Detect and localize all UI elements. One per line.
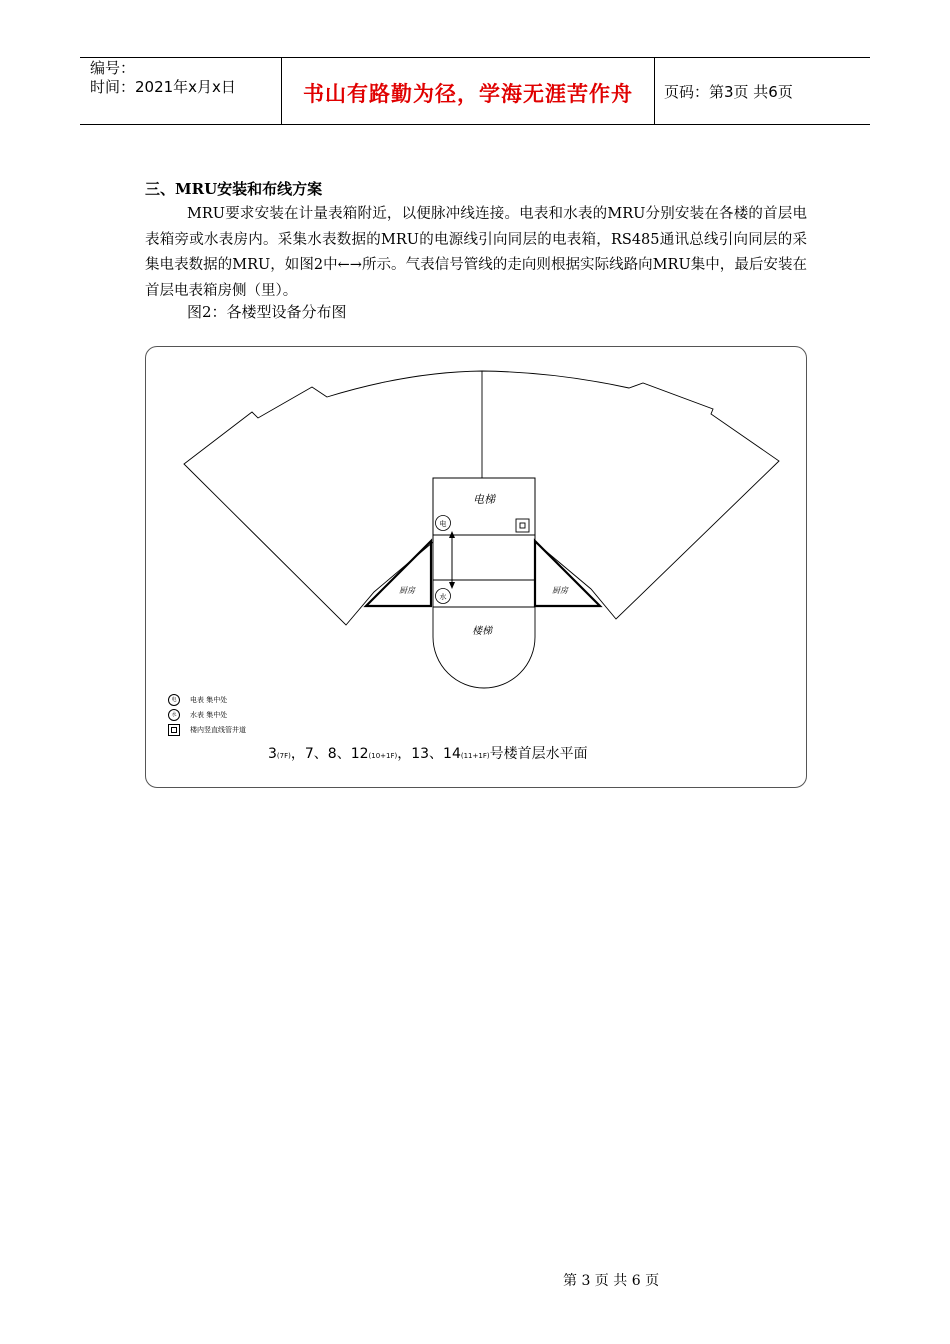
legend-item-riser bbox=[168, 722, 246, 737]
legend-item-water bbox=[168, 707, 246, 722]
water-meter-symbol: 水 bbox=[439, 593, 447, 601]
plan-legend bbox=[168, 692, 246, 737]
legend-riser-icon bbox=[168, 724, 180, 736]
caption-part-6: (11+1F) bbox=[460, 752, 490, 760]
riser-box-icon bbox=[516, 519, 529, 532]
section-title: 三、MRU安装和布线方案 bbox=[145, 180, 323, 198]
core-outline bbox=[433, 478, 535, 688]
riser-box-inner bbox=[520, 523, 525, 528]
caption-part-2: (7F) bbox=[276, 752, 291, 760]
caption-part-5: ，13、14 bbox=[397, 746, 461, 762]
plan-caption bbox=[268, 743, 588, 763]
legend-riser-text: 楼内竖直线管井道 bbox=[190, 725, 246, 734]
serial-label: 编号： bbox=[90, 59, 136, 77]
legend-water-icon: 水 bbox=[168, 709, 180, 721]
stairs-label: 楼梯 bbox=[472, 626, 492, 637]
caption-part-3: ，7、8、12 bbox=[290, 746, 369, 762]
figure-caption: 图2：各楼型设备分布图 bbox=[187, 303, 347, 321]
arrow-head-up bbox=[449, 531, 455, 538]
date-label: 时间：2021年x月x日 bbox=[90, 78, 236, 96]
header-meta bbox=[90, 59, 236, 97]
header-divider-right bbox=[654, 57, 655, 125]
section-paragraph bbox=[145, 202, 807, 304]
kitchen-right-triangle bbox=[535, 541, 600, 606]
caption-part-7: 号楼首层水平面 bbox=[489, 746, 588, 762]
caption-part-1: 3 bbox=[268, 746, 277, 762]
footer-page-number: 第 3 页 共 6 页 bbox=[563, 1273, 660, 1289]
header-motto: 书山有路勤为径，学海无涯苦作舟 bbox=[303, 82, 633, 106]
building-outline bbox=[184, 371, 779, 688]
elevator-label: 电梯 bbox=[473, 493, 495, 506]
legend-water-text: 水表 集中处 bbox=[190, 710, 228, 719]
kitchen-left-label: 厨房 bbox=[399, 586, 415, 595]
header-top-rule bbox=[80, 57, 870, 58]
legend-item-electric bbox=[168, 692, 246, 707]
electric-meter-symbol: 电 bbox=[439, 520, 447, 528]
arrow-head-down bbox=[449, 582, 455, 589]
kitchen-right-label: 厨房 bbox=[552, 586, 568, 595]
legend-electric-icon: 电 bbox=[168, 694, 180, 706]
paragraph-text: MRU要求安装在计量表箱附近，以便脉冲线连接。电表和水表的MRU分别安装在各楼的首层电表箱旁或水表房内。采集水表数据的MRU的电源线引向同层的电表箱，RS485通讯总线引向同层的采集电表数据的MRU，如图2中←→所示。气表信号管线的走向则根据实际线路向MRU集中，最后安装在首层电表箱房侧（里）。 bbox=[145, 206, 807, 299]
legend-electric-text: 电表 集中处 bbox=[190, 695, 228, 704]
header-page-label: 页码：第3页 共6页 bbox=[664, 83, 793, 101]
kitchen-left-triangle bbox=[366, 541, 431, 606]
header-bottom-rule bbox=[80, 124, 870, 125]
caption-part-4: (10+1F) bbox=[368, 752, 398, 760]
